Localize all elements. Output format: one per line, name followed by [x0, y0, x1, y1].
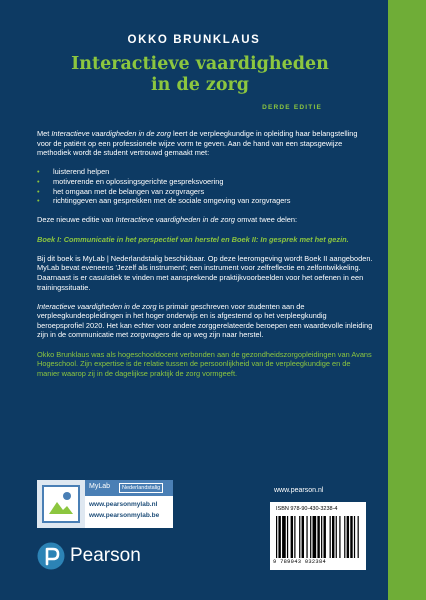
- mylab-link-be[interactable]: www.pearsonmylab.be: [89, 512, 160, 519]
- barcode-area: [270, 502, 366, 570]
- list-item: • richtinggeven aan gesprekken met de sociale omgeving van zorgvragers: [37, 196, 373, 206]
- book-title: [40, 54, 360, 96]
- mylab-link-nl[interactable]: www.pearsonmylab.nl: [89, 501, 158, 508]
- inline-book-title: Interactieve vaardigheden in de zorg: [37, 301, 157, 311]
- inline-book-title: Interactieve vaardigheden in de zorg: [115, 215, 236, 225]
- skills-list: [37, 167, 373, 205]
- blurb-parts: Boek I: Communicatie in het perspectief van herstel en Boek II: In gesprek met het gezin.: [37, 234, 349, 244]
- about-author: Okko Brunklaus was als hogeschooldocent verbonden aan de gezondheidszorgopleidingen van Avans Hogeschool. Zijn expertise is de relatie tussen de persoonlijkheid van de verpleegkundige en de manier waarop zij in de dagelijkse praktijk de zorg vormgeeft.: [37, 349, 372, 378]
- list-item: • luisterend helpen: [37, 167, 373, 177]
- blurb-paragraph-audience: Interactieve vaardigheden in de zorg is primair geschreven voor studenten aan de verpleegkundeopleidingen in het hoger onderwijs en is afgestemd op het verpleegkundig beroepsprofiel 2020. Het kan echter voor andere zorggerelateerde beroepen een waardevolle inleiding zijn in de communicatie met zorgvragers die op weg zijn naar herstel.: [37, 301, 373, 340]
- author-name: OKKO BRUNKLAUS: [127, 34, 261, 46]
- barcode-icon: [276, 516, 360, 560]
- list-item: • het omgaan met de belangen van zorgvragers: [37, 187, 373, 197]
- mylab-name: MyLab: [89, 483, 111, 490]
- mylab-badge: [37, 480, 173, 528]
- edition-label: DERDE EDITIE: [262, 104, 322, 111]
- publisher-name: Pearson: [70, 545, 141, 566]
- title-line-1: Interactieve vaardigheden: [71, 54, 329, 74]
- publisher-website[interactable]: www.pearson.nl: [274, 487, 324, 494]
- pearson-logo-icon: [37, 542, 65, 570]
- blurb-paragraph-edition: Deze nieuwe editie van Interactieve vaardigheden in de zorg omvat twee delen:: [37, 215, 298, 225]
- blurb-paragraph-intro: Met Interactieve vaardigheden in de zorg leert de verpleegkundige in opleiding haar belangstelling voor de patiënt op een professionele wijze vorm te geven. Aan de hand van een stapsgewijze methodiek wordt de student vertrouwd gemaakt met:: [37, 129, 358, 158]
- blurb-paragraph-mylab: Bij dit boek is MyLab | Nederlandstalig beschikbaar. Op deze leeromgeving wordt Boek II aangeboden. MyLab bevat eveneens 'Jezelf als instrument'; een instrument voor zelfreflectie en zelfontwikkeling. Daarnaast is er casuïstiek te vinden met aansprekende praktijkvoorbeelden voor het oefenen in een trainingssituatie.: [37, 253, 373, 292]
- mylab-tag: Nederlandstalig: [119, 483, 163, 493]
- mylab-cover-icon: [37, 480, 85, 528]
- title-line-2: in de zorg: [151, 75, 249, 95]
- list-item: • motiverende en oplossingsgerichte gespreksvoering: [37, 177, 373, 187]
- barcode-digits: 9 789043 032384: [273, 559, 327, 565]
- inline-book-title: Interactieve vaardigheden in de zorg: [51, 129, 171, 138]
- cover-spine: [388, 0, 426, 600]
- blurb-text: [37, 129, 373, 388]
- isbn-number: ISBN 978-90-430-3238-4: [276, 506, 338, 512]
